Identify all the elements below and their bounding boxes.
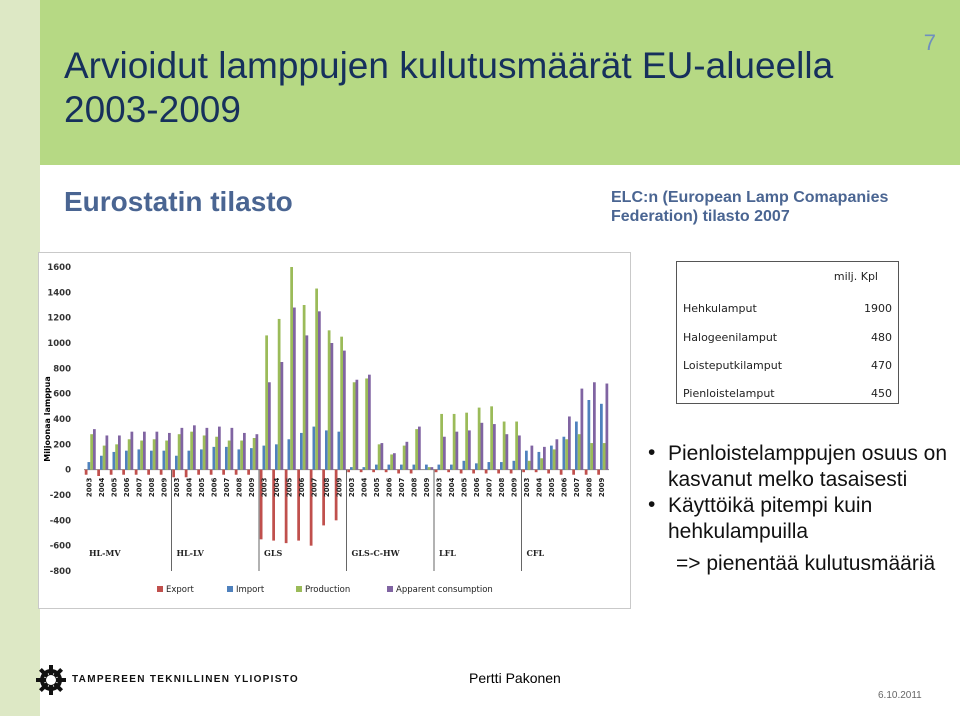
table-row-name: Loisteputkilamput xyxy=(683,359,783,372)
table-row-value: 450 xyxy=(871,387,892,400)
bar-consumption xyxy=(606,384,609,470)
legend-label: Apparent consumption xyxy=(396,585,493,595)
bar-import xyxy=(125,451,128,470)
bar-import xyxy=(150,451,153,470)
bar-import xyxy=(500,462,503,470)
bar-import xyxy=(375,465,378,470)
bar-consumption xyxy=(431,467,434,470)
table-row-value: 480 xyxy=(871,331,892,344)
y-tick-label: 1400 xyxy=(47,288,71,299)
bar-consumption xyxy=(443,437,446,470)
bar-import xyxy=(438,465,441,470)
bullet-dot-icon: • xyxy=(648,441,656,464)
x-tick-label: 2004 xyxy=(98,477,106,498)
bar-consumption xyxy=(206,428,209,470)
y-tick-label: -600 xyxy=(49,541,71,552)
table-row-value: 1900 xyxy=(864,302,892,315)
left-heading: Eurostatin tilasto xyxy=(64,186,293,217)
x-tick-label: 2005 xyxy=(285,477,294,498)
bar-chart xyxy=(39,253,630,608)
bar-export xyxy=(522,470,525,473)
table-row xyxy=(683,359,892,373)
bar-consumption xyxy=(568,416,571,469)
x-tick-label: 2008 xyxy=(585,477,594,498)
bar-import xyxy=(588,400,591,470)
bar-production xyxy=(428,467,431,470)
bar-consumption xyxy=(556,439,559,469)
bar-export xyxy=(397,470,400,474)
y-tick-label: 400 xyxy=(53,415,71,425)
x-tick-label: 2004 xyxy=(360,477,369,498)
bar-export xyxy=(497,470,500,474)
x-tick-label: 2005 xyxy=(373,477,381,498)
elc-table xyxy=(676,261,899,404)
legend-swatch xyxy=(227,586,233,592)
bar-export xyxy=(185,470,188,478)
bar-production xyxy=(465,413,468,470)
bar-import xyxy=(350,467,353,470)
table-row-name: Hehkulamput xyxy=(683,302,757,315)
table-unit: milj. Kpl xyxy=(833,270,878,283)
x-tick-label: 2003 xyxy=(173,477,181,498)
bar-production xyxy=(540,458,543,469)
bar-consumption xyxy=(381,443,384,470)
legend-swatch xyxy=(387,586,393,592)
bar-import xyxy=(325,430,328,469)
bullet-item xyxy=(648,493,948,545)
x-tick-label: 2005 xyxy=(198,477,206,498)
bar-export xyxy=(460,470,463,474)
slide-number: 7 xyxy=(923,30,936,55)
bar-consumption xyxy=(393,453,396,469)
bar-production xyxy=(440,414,443,470)
x-tick-label: 2006 xyxy=(385,477,394,498)
x-tick-label: 2007 xyxy=(485,477,494,498)
left-decor-stripe xyxy=(0,0,40,716)
y-tick-label: 1000 xyxy=(47,339,71,349)
bar-export xyxy=(360,470,363,473)
bar-consumption xyxy=(406,442,409,470)
bar-export xyxy=(372,470,375,473)
bar-import xyxy=(200,449,203,469)
bar-import xyxy=(363,467,366,470)
bar-consumption xyxy=(331,343,334,470)
bar-consumption xyxy=(506,434,509,469)
bar-production xyxy=(103,446,106,470)
x-tick-label: 2007 xyxy=(223,477,231,498)
y-tick-label: 200 xyxy=(53,440,71,451)
bar-export xyxy=(160,470,163,475)
group-label: CFL xyxy=(526,547,545,558)
bar-import xyxy=(313,427,316,470)
bullet-list xyxy=(648,441,948,577)
bar-consumption xyxy=(106,435,109,469)
x-tick-label: 2004 xyxy=(273,477,281,498)
bar-production xyxy=(365,378,368,469)
x-tick-label: 2008 xyxy=(323,477,331,498)
chart-frame xyxy=(38,252,631,609)
bar-import xyxy=(188,451,191,470)
x-tick-label: 2006 xyxy=(298,477,306,498)
bar-production xyxy=(90,434,93,469)
right-heading: ELC:n (European Lamp Comapanies Federation) tilasto 2007 xyxy=(611,189,889,225)
bar-import xyxy=(550,446,553,470)
bar-export xyxy=(435,470,438,473)
bar-import xyxy=(450,465,453,470)
x-tick-label: 2005 xyxy=(460,477,469,498)
bar-import xyxy=(100,456,103,470)
bar-consumption xyxy=(118,435,121,469)
bar-production xyxy=(390,454,393,469)
x-tick-label: 2003 xyxy=(85,477,94,498)
bar-import xyxy=(250,448,253,470)
x-tick-label: 2003 xyxy=(523,477,531,498)
bar-import xyxy=(275,444,278,469)
x-tick-label: 2006 xyxy=(473,477,481,498)
y-tick-label: 0 xyxy=(65,465,71,476)
bar-consumption xyxy=(593,382,596,469)
bar-production xyxy=(553,449,556,469)
table-row xyxy=(683,387,892,401)
x-tick-label: 2007 xyxy=(398,477,406,498)
footer-organization: TAMPEREEN TEKNILLINEN YLIOPISTO xyxy=(72,674,299,685)
legend-label: Import xyxy=(236,585,265,595)
bar-consumption xyxy=(481,423,484,470)
bar-consumption xyxy=(493,424,496,470)
bar-export xyxy=(547,470,550,474)
bar-production xyxy=(415,429,418,470)
bar-consumption xyxy=(131,432,134,470)
bar-import xyxy=(388,465,391,470)
x-tick-label: 2008 xyxy=(498,477,506,498)
x-tick-label: 2009 xyxy=(423,477,431,498)
bar-consumption xyxy=(531,446,534,470)
bar-import xyxy=(88,462,91,470)
bar-export xyxy=(122,470,125,475)
bar-production xyxy=(403,446,406,470)
bar-consumption xyxy=(468,430,471,469)
y-tick-label: 800 xyxy=(53,364,71,375)
bar-import xyxy=(338,432,341,470)
x-tick-label: 2006 xyxy=(560,477,569,498)
bar-production xyxy=(340,337,343,470)
bar-production xyxy=(378,444,381,469)
bar-production xyxy=(178,434,181,469)
x-tick-label: 2005 xyxy=(110,477,119,498)
bar-production xyxy=(528,461,531,470)
y-tick-label: 1600 xyxy=(47,263,71,273)
bar-import xyxy=(300,433,303,470)
bar-import xyxy=(425,465,428,470)
tut-logo-icon xyxy=(36,665,66,695)
bar-production xyxy=(228,441,231,470)
x-tick-label: 2004 xyxy=(185,477,194,498)
bar-import xyxy=(538,452,541,470)
x-tick-label: 2009 xyxy=(248,477,256,498)
x-tick-label: 2005 xyxy=(548,477,556,498)
x-tick-label: 2007 xyxy=(573,477,581,498)
bar-import xyxy=(563,437,566,470)
table-row-name: Pienloistelamput xyxy=(683,387,775,400)
bar-export xyxy=(210,470,213,475)
group-label: HL-LV xyxy=(176,547,204,558)
bar-export xyxy=(572,470,575,475)
group-label: GLS xyxy=(264,547,283,558)
bar-import xyxy=(175,456,178,470)
bar-production xyxy=(453,414,456,470)
bar-export xyxy=(85,470,88,475)
footer-author: Pertti Pakonen xyxy=(469,670,561,686)
x-tick-label: 2004 xyxy=(448,477,456,498)
bar-consumption xyxy=(543,447,546,470)
bar-export xyxy=(585,470,588,475)
bar-import xyxy=(288,439,291,469)
legend-label: Export xyxy=(166,585,194,595)
bar-production xyxy=(515,422,518,470)
bar-consumption xyxy=(243,433,246,470)
bar-production xyxy=(190,432,193,470)
bullet-text: Käyttöikä pitempi kuin hehkulampuilla xyxy=(668,494,873,543)
bar-production xyxy=(490,406,493,469)
bar-production xyxy=(315,289,318,470)
bar-production xyxy=(240,441,243,470)
bar-export xyxy=(447,470,450,473)
bar-export xyxy=(535,470,538,473)
bar-consumption xyxy=(456,432,459,470)
bar-consumption xyxy=(343,351,346,470)
bar-import xyxy=(488,462,491,470)
bar-production xyxy=(603,443,606,470)
bar-export xyxy=(385,470,388,473)
slide-title: Arvioidut lamppujen kulutusmäärät EU-alueella 2003-2009 xyxy=(64,45,834,130)
x-tick-label: 2006 xyxy=(210,477,219,498)
group-label: HL-MV xyxy=(89,547,121,558)
bar-consumption xyxy=(356,380,359,470)
x-tick-label: 2004 xyxy=(535,477,544,498)
y-tick-label: -400 xyxy=(49,516,71,527)
bar-import xyxy=(413,465,416,470)
bar-production xyxy=(165,441,168,470)
footer-date: 6.10.2011 xyxy=(878,690,922,701)
bar-consumption xyxy=(281,362,284,470)
bar-consumption xyxy=(156,432,159,470)
bar-import xyxy=(525,451,528,470)
bar-import xyxy=(163,451,166,470)
x-tick-label: 2008 xyxy=(235,477,244,498)
bar-production xyxy=(503,422,506,470)
x-tick-label: 2003 xyxy=(260,477,269,498)
bar-import xyxy=(238,449,241,469)
group-label: GLS-C-HW xyxy=(351,547,400,558)
bar-production xyxy=(128,439,131,469)
bar-export xyxy=(410,470,413,474)
bar-import xyxy=(513,461,516,470)
table-row-value: 470 xyxy=(871,359,892,372)
bar-consumption xyxy=(218,427,221,470)
bar-import xyxy=(600,404,603,470)
bar-production xyxy=(353,382,356,469)
bar-import xyxy=(138,449,141,469)
bar-export xyxy=(247,470,250,475)
bar-export xyxy=(147,470,150,475)
x-tick-label: 2007 xyxy=(135,477,144,498)
bar-consumption xyxy=(518,435,521,469)
bar-export xyxy=(110,470,113,475)
bar-production xyxy=(253,438,256,470)
bar-import xyxy=(575,422,578,470)
bar-consumption xyxy=(306,335,309,469)
bar-export xyxy=(97,470,100,476)
bar-consumption xyxy=(168,433,171,470)
legend-label: Production xyxy=(305,585,351,595)
bullet-text: Pienloistelamppujen osuus on kasvanut melko tasaisesti xyxy=(668,442,948,491)
bar-import xyxy=(113,452,116,470)
bar-production xyxy=(290,267,293,470)
bar-export xyxy=(560,470,563,475)
legend-swatch xyxy=(296,586,302,592)
bar-production xyxy=(278,319,281,470)
bar-consumption xyxy=(256,434,259,469)
bar-import xyxy=(475,463,478,469)
bar-consumption xyxy=(581,389,584,470)
y-tick-label: -800 xyxy=(49,567,71,577)
x-tick-label: 2007 xyxy=(310,477,319,498)
bar-production xyxy=(565,439,568,469)
x-tick-label: 2008 xyxy=(148,477,156,498)
bar-consumption xyxy=(418,427,421,470)
table-row xyxy=(683,331,892,345)
group-label: LFL xyxy=(439,547,456,558)
x-tick-label: 2009 xyxy=(160,477,169,498)
bullet-dot-icon: • xyxy=(648,493,656,516)
x-tick-label: 2009 xyxy=(598,477,606,498)
bar-export xyxy=(197,470,200,475)
bar-production xyxy=(203,435,206,469)
legend-swatch xyxy=(157,586,163,592)
y-tick-label: 600 xyxy=(53,389,71,400)
bar-import xyxy=(400,465,403,470)
y-axis-label: Miljoonaa lamppua xyxy=(43,376,52,462)
bar-production xyxy=(140,441,143,470)
bar-production xyxy=(478,408,481,470)
bar-production xyxy=(265,335,268,469)
bar-export xyxy=(235,470,238,475)
y-tick-label: 1200 xyxy=(47,313,71,324)
bar-export xyxy=(172,470,175,478)
bar-consumption xyxy=(268,382,271,469)
x-tick-label: 2003 xyxy=(348,477,356,498)
bar-consumption xyxy=(143,432,146,470)
bar-import xyxy=(213,447,216,470)
bar-consumption xyxy=(181,428,184,470)
bar-production xyxy=(153,439,156,469)
bar-consumption xyxy=(368,375,371,470)
x-tick-label: 2006 xyxy=(123,477,131,498)
bar-export xyxy=(510,470,513,474)
bar-export xyxy=(135,470,138,475)
bar-consumption xyxy=(293,308,296,470)
bar-production xyxy=(578,434,581,469)
x-tick-label: 2009 xyxy=(335,477,344,498)
x-tick-label: 2003 xyxy=(435,477,444,498)
bar-production xyxy=(115,444,118,469)
bar-production xyxy=(328,330,331,469)
bar-import xyxy=(463,461,466,470)
bar-export xyxy=(222,470,225,475)
bar-consumption xyxy=(93,429,96,470)
bar-import xyxy=(225,447,228,470)
bar-production xyxy=(303,305,306,470)
x-tick-label: 2009 xyxy=(510,477,519,498)
x-tick-label: 2008 xyxy=(410,477,419,498)
bar-consumption xyxy=(318,311,321,469)
bar-export xyxy=(485,470,488,474)
sub-bullet-text: => pienentää kulutusmääriä xyxy=(676,552,936,575)
y-tick-label: -200 xyxy=(49,491,71,501)
bar-export xyxy=(597,470,600,475)
bar-production xyxy=(215,437,218,470)
bar-production xyxy=(590,443,593,470)
table-row-name: Halogeenilamput xyxy=(683,331,778,344)
bar-export xyxy=(472,470,475,474)
bullet-item xyxy=(648,441,948,493)
bar-consumption xyxy=(193,425,196,469)
bar-import xyxy=(263,446,266,470)
bar-consumption xyxy=(231,428,234,470)
table-row xyxy=(683,302,892,316)
bar-export xyxy=(347,470,350,473)
